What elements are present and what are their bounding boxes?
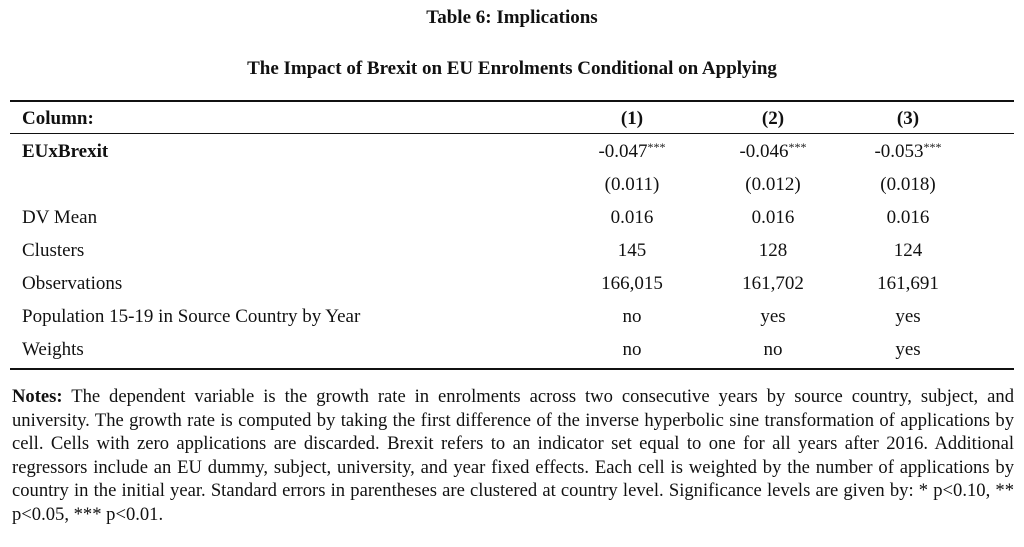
se-col-1: (0.011) [604, 173, 660, 195]
row-col-2: 161,702 [742, 272, 804, 294]
coef-label: EUxBrexit [22, 140, 109, 162]
row-col-3: 0.016 [886, 206, 930, 228]
row-col-1: 145 [617, 239, 647, 261]
table-row [22, 300, 1002, 333]
table-row [22, 333, 1002, 366]
notes-label: Notes: [12, 386, 63, 407]
row-label: DV Mean [22, 206, 98, 228]
header-col-2: (2) [761, 107, 785, 129]
row-col-2: 128 [758, 239, 788, 261]
coef-col-2: -0.046*** [739, 139, 807, 162]
regression-table [22, 102, 1002, 366]
bottom-rule [10, 368, 1014, 370]
row-col-3: 124 [893, 239, 923, 261]
table-row [22, 234, 1002, 267]
se-label [22, 168, 532, 201]
table-title: Table 6: Implications [426, 7, 598, 28]
row-col-2: yes [760, 305, 786, 327]
header-col-1: (1) [620, 107, 644, 129]
table-row [22, 267, 1002, 300]
row-col-3: 161,691 [877, 272, 939, 294]
coef-col-1: -0.047*** [598, 139, 666, 162]
table-row [22, 201, 1002, 234]
table-subtitle: The Impact of Brexit on EU Enrolments Conditional on Applying [247, 58, 777, 79]
row-label: Population 15-19 in Source Country by Year [22, 305, 361, 327]
row-col-2: no [763, 338, 783, 360]
row-label: Observations [22, 272, 123, 294]
se-col-2: (0.012) [745, 173, 801, 195]
se-row [22, 168, 1002, 201]
row-col-1: no [622, 338, 642, 360]
row-col-2: 0.016 [751, 206, 795, 228]
coef-col-3: -0.053*** [874, 139, 942, 162]
row-col-1: 0.016 [610, 206, 654, 228]
coef-row [22, 135, 1002, 168]
table-notes [12, 385, 1014, 526]
row-label: Clusters [22, 239, 85, 261]
row-col-1: 166,015 [601, 272, 663, 294]
row-col-3: yes [895, 305, 921, 327]
row-col-1: no [622, 305, 642, 327]
header-row [22, 102, 1002, 135]
row-label: Weights [22, 338, 84, 360]
row-col-3: yes [895, 338, 921, 360]
se-col-3: (0.018) [880, 173, 936, 195]
notes-text: The dependent variable is the growth rate in enrolments across two consecutive years by source country, subject, and university. The growth rate is computed by taking the first difference of the inverse hyperbolic sine transformation of applications by cell. Cells with zero applications are discarded. Brexit refers to an indicator set equal to one for all years after 2016. Additional regressors include an EU dummy, subject, university, and year fixed effects. Each cell is weighted by the number of applications by country in the initial year. Standard errors in parentheses are clustered at country level. Significance levels are given by: * p<0.10, ** p<0.05, *** p<0.01. [12, 386, 1014, 525]
header-label: Column: [22, 107, 94, 129]
header-col-3: (3) [896, 107, 920, 129]
